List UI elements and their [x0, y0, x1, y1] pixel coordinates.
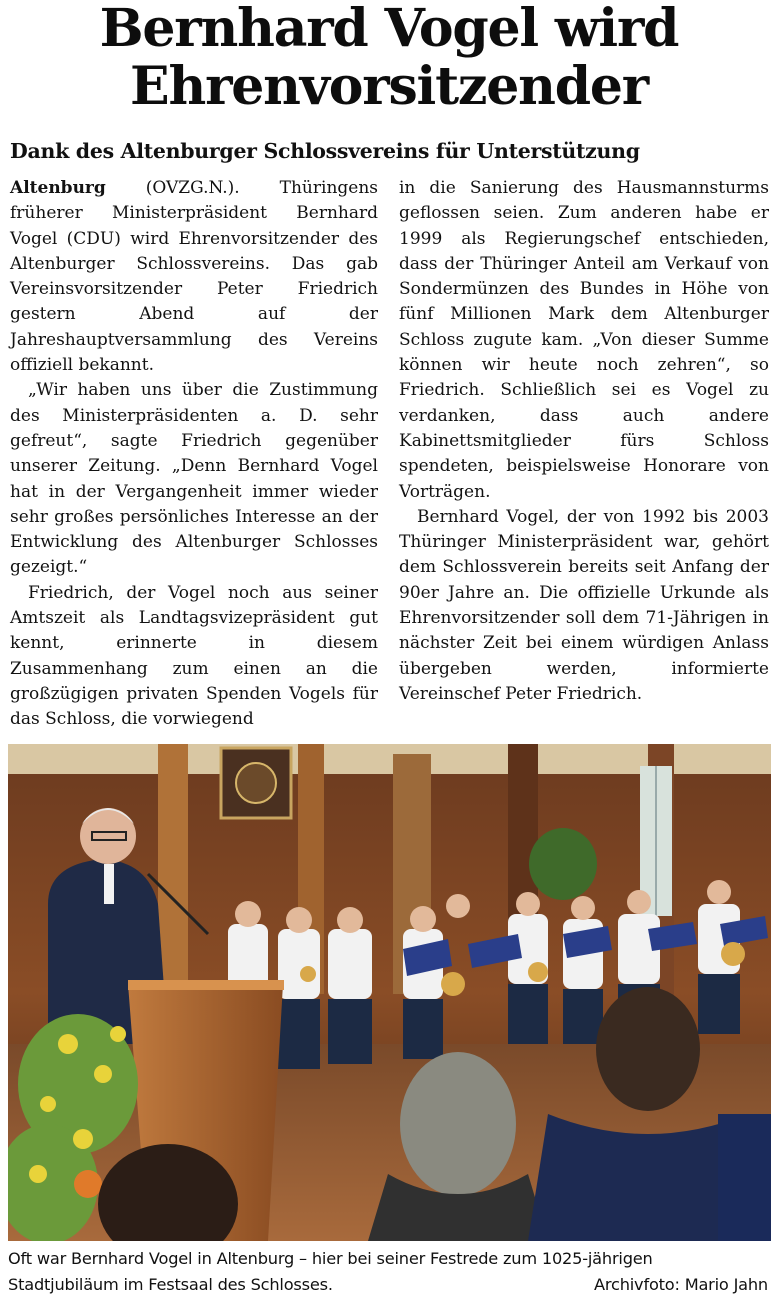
caption-line-1: Oft war Bernhard Vogel in Altenburg – hier bei seiner Festrede zum 1025-jährigen: [8, 1249, 653, 1268]
photo-credit: Archivfoto: Mario Jahn: [594, 1275, 768, 1294]
photo-caption: [8, 1246, 774, 1298]
headline-line-2: Ehrenvorsitzender: [130, 56, 648, 117]
paragraph-1-text: (OVZG.N.). Thüringens früherer Ministerpräsident Bernhard Vogel (CDU) wird Ehrenvorsitzender des Altenburger Schlossvereins. Das gab Vereinsvorsitzender Peter Friedrich gestern Abend auf der Jahreshauptversammlung des Vereins offiziell bekannt.: [10, 178, 379, 376]
paragraph-4: in die Sanierung des Hausmannsturms geflossen seien. Zum anderen habe er 1999 als Regierungschef entschieden, dass der Thüringer Anteil am Verkauf von Sondermünzen des Bundes in Höhe von fünf Millionen Mark dem Altenburger Schloss zugute kam. „Von dieser Summe können wir heute noch zehren“, so Friedrich. Schließlich sei es Vogel zu verdanken, dass auch andere Kabinettsmitglieder fürs Schloss spendeten, beispielsweise Honorare von Vorträgen.: [399, 178, 769, 502]
paragraph-3: Friedrich, der Vogel noch aus seiner Amtszeit als Landtagsvizepräsident gut kennt, erinnerte in diesem Zusammenhang zum einen an die großzügigen privaten Spenden Vogels für das Schloss, die vorwiegend: [10, 582, 378, 730]
paragraph-1: [10, 176, 378, 378]
subheadline: Dank des Altenburger Schlossvereins für Unterstützung: [10, 139, 640, 163]
paragraph-2: „Wir haben uns über die Zustimmung des Ministerpräsidenten a. D. sehr gefreut“, sagte Friedrich gegenüber unserer Zeitung. „Denn Bernhard Vogel hat in der Vergangenheit immer wieder sehr großes persönliches Interesse an der Entwicklung des Altenburger Schlosses gezeigt.“: [10, 380, 378, 578]
caption-line-2: Stadtjubiläum im Festsaal des Schlosses.: [8, 1275, 333, 1294]
article-column-2: [399, 176, 769, 707]
article-column-1: [10, 176, 378, 733]
caption-line-2-row: [8, 1272, 774, 1298]
dateline: Altenburg: [10, 178, 106, 198]
article-photo: [8, 744, 771, 1241]
headline-line-1: Bernhard Vogel wird: [99, 0, 679, 59]
paragraph-5: Bernhard Vogel, der von 1992 bis 2003 Thüringer Ministerpräsident war, gehört dem Schlossverein bereits seit Anfang der 90er Jahre an. Die offizielle Urkunde als Ehrenvorsitzender soll dem 71-Jährigen in nächster Zeit bei einem würdigen Anlass übergeben werden, informierte Vereinschef Peter Friedrich.: [399, 506, 769, 704]
